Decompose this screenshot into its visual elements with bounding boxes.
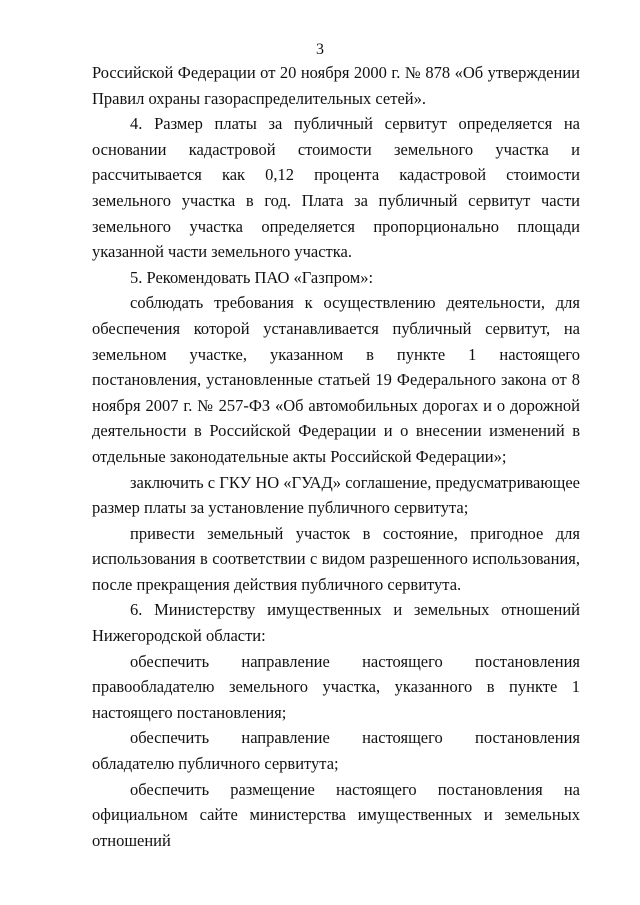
paragraph-item-6-send-holder: обеспечить направление настоящего постановления обладателю публичного сервитута; [92, 728, 580, 774]
paragraph-item-6-send-owner: обеспечить направление настоящего постановления правообладателю земельного участка, указанного в пункте 1 настоящего постановления; [92, 651, 580, 722]
paragraph-item-5: 5. Рекомендовать ПАО «Газпром»: [130, 267, 374, 287]
paragraph-item-6: 6. Министерству имущественных и земельных отношений Нижегородской области: [92, 600, 580, 646]
paragraph-item-4: 4. Размер платы за публичный сервитут определяется на основании кадастровой стоимости земельного участка и рассчитывается как 0,12 процента кадастровой стоимости земельного участка в год. Плата за публичный сервитут части земельного участка определяется пропорционально площади указанной части земельного участка. [92, 114, 580, 262]
paragraph-item-5-agreement: заключить с ГКУ НО «ГУАД» соглашение, предусматривающее размер платы за установление публичного сервитута; [92, 472, 580, 518]
paragraph-continuation: Российской Федерации от 20 ноября 2000 г. № 878 «Об утверждении Правил охраны газораспределительных сетей». [92, 63, 580, 108]
page-number: 3 [316, 41, 324, 58]
paragraph-item-5-comply: соблюдать требования к осуществлению деятельности, для обеспечения которой устанавливается публичный сервитут, на земельном участке, указанном в пункте 1 настоящего постановления, установленные статьей 19 Федерального закона от 8 ноября 2007 г. № 257-ФЗ «Об автомобильных дорогах и о дорожной деятельности в Российской Федерации и о внесении изменений в отдельные законодательные акты Российской Федерации»; [92, 293, 580, 466]
document-body [92, 60, 580, 853]
paragraph-item-6-publish: обеспечить размещение настоящего постановления на официальном сайте министерства имущественных и земельных отношений [92, 779, 580, 850]
paragraph-item-5-restore: привести земельный участок в состояние, пригодное для использования в соответствии с видом разрешенного использования, после прекращения действия публичного сервитута. [92, 523, 580, 594]
